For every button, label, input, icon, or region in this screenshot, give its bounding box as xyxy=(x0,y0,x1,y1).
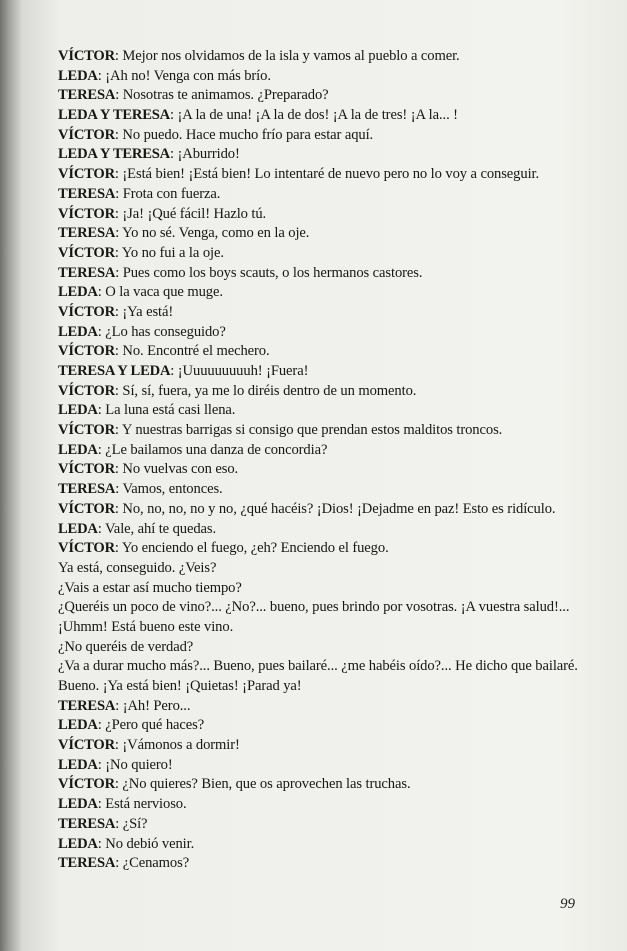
speaker-name: VÍCTOR xyxy=(58,540,115,557)
speech-text: : No. Encontré el mechero. xyxy=(114,343,270,360)
speech-text: : Vamos, entonces. xyxy=(115,481,223,498)
speaker-name: TERESA xyxy=(58,697,116,714)
speech-text: : ¡Aburrido! xyxy=(170,146,240,163)
speaker-name: VÍCTOR xyxy=(58,461,115,478)
dialogue-line xyxy=(58,145,598,165)
speech-text: : Pues como los boys scauts, o los hermanos castores. xyxy=(115,264,423,281)
speech-text: : La luna está casi llena. xyxy=(97,402,236,419)
speaker-name: LEDA xyxy=(58,796,98,813)
dialogue-line xyxy=(58,165,598,185)
speaker-name: VÍCTOR xyxy=(58,166,115,183)
speech-text: : Vale, ahí te quedas. xyxy=(97,520,217,537)
dialogue-line xyxy=(58,638,598,658)
speech-text: : ¿Le bailamos una danza de concordia? xyxy=(97,441,328,458)
speaker-name: LEDA xyxy=(58,402,98,419)
speaker-name: VÍCTOR xyxy=(58,382,115,399)
dialogue-line xyxy=(58,697,598,717)
speech-text: : ¡Ya está! xyxy=(114,303,174,320)
dialogue-line xyxy=(58,185,598,205)
dialogue-line xyxy=(58,106,598,126)
speech-text: : No debió venir. xyxy=(97,835,195,852)
speech-text: : ¡Ah! Pero... xyxy=(115,697,191,714)
dialogue-line xyxy=(58,854,598,874)
speaker-name: TERESA xyxy=(58,481,116,498)
speaker-name: LEDA Y TERESA xyxy=(58,146,171,163)
speech-text: : Yo no sé. Venga, como en la oje. xyxy=(115,225,310,242)
dialogue-line xyxy=(58,224,598,244)
speech-text: : Yo enciendo el fuego, ¿eh? Enciendo el fuego. xyxy=(114,540,389,557)
speaker-name: VÍCTOR xyxy=(58,343,115,360)
dialogue-line xyxy=(58,775,598,795)
dialogue-line xyxy=(58,815,598,835)
dialogue-line xyxy=(58,441,598,461)
speech-text: : ¡Uuuuuuuuuh! ¡Fuera! xyxy=(170,363,309,379)
dialogue-line xyxy=(58,86,598,106)
speaker-name: VÍCTOR xyxy=(58,126,115,143)
speaker-name: LEDA xyxy=(58,835,98,852)
speech-text: : Nosotras te animamos. ¿Preparado? xyxy=(115,87,329,104)
dialogue-line xyxy=(58,67,598,87)
dialogue-line xyxy=(58,835,598,855)
speech-text: : ¡Ja! ¡Qué fácil! Hazlo tú. xyxy=(114,205,267,222)
dialogue-line xyxy=(58,382,598,402)
dialogue-line xyxy=(58,244,598,264)
speaker-name: VÍCTOR xyxy=(58,303,115,320)
speech-text: : ¿Sí? xyxy=(115,815,148,832)
speech-text: ¡Uhmm! Está bueno este vino. xyxy=(58,618,234,635)
dialogue-line xyxy=(58,460,598,480)
speaker-name: TERESA xyxy=(58,855,116,872)
dialogue-line xyxy=(58,500,598,520)
speaker-name: TERESA xyxy=(58,87,116,104)
speech-text: : Yo no fui a la oje. xyxy=(114,244,224,261)
speech-text: : Y nuestras barrigas si consigo que prendan estos malditos troncos. xyxy=(114,422,503,439)
speech-text: : O la vaca que muge. xyxy=(97,284,223,301)
speaker-name: VÍCTOR xyxy=(58,737,115,754)
dialogue-line xyxy=(58,657,598,677)
dialogue-line xyxy=(58,716,598,736)
dialogue-line xyxy=(58,421,598,441)
speaker-name: TERESA xyxy=(58,815,116,832)
dialogue-line xyxy=(58,559,598,579)
speaker-name: LEDA xyxy=(58,323,98,340)
dialogue-line xyxy=(58,47,598,67)
speech-text: ¿Vais a estar así mucho tiempo? xyxy=(58,579,242,596)
dialogue-line xyxy=(58,362,598,382)
dialogue-line xyxy=(58,677,598,697)
dialogue-line xyxy=(58,283,598,303)
speech-text: : ¿No quieres? Bien, que os aprovechen las truchas. xyxy=(114,776,411,793)
speech-text: ¿No queréis de verdad? xyxy=(58,638,194,655)
speaker-name: VÍCTOR xyxy=(58,205,115,222)
dialogue-line xyxy=(58,520,598,540)
dialogue-line xyxy=(58,205,598,225)
speech-text: : ¡No quiero! xyxy=(97,756,173,773)
dialogue-line xyxy=(58,598,598,618)
dialogue-line xyxy=(58,795,598,815)
speaker-name: LEDA xyxy=(58,67,98,84)
speaker-name: VÍCTOR xyxy=(58,48,115,64)
dialogue-line xyxy=(58,264,598,284)
speech-text: Bueno. ¡Ya está bien! ¡Quietas! ¡Parad ya! xyxy=(58,678,302,694)
speech-text: : No vuelvas con eso. xyxy=(114,461,239,478)
dialogue-line xyxy=(58,303,598,323)
speech-text: : Frota con fuerza. xyxy=(115,185,221,202)
speaker-name: TERESA xyxy=(58,185,116,202)
speaker-name: VÍCTOR xyxy=(58,500,115,517)
speaker-name: LEDA Y TERESA xyxy=(58,107,171,124)
speech-text: : ¿Cenamos? xyxy=(115,855,190,872)
speaker-name: LEDA xyxy=(58,756,98,773)
speech-text: : ¡A la de una! ¡A la de dos! ¡A la de tres! ¡A la... ! xyxy=(170,107,458,124)
speech-text: : ¡Vámonos a dormir! xyxy=(114,737,240,754)
speaker-name: TERESA xyxy=(58,264,116,281)
speaker-name: VÍCTOR xyxy=(58,776,115,793)
page-number: 99 xyxy=(560,896,575,912)
dialogue-line xyxy=(58,736,598,756)
speech-text: : ¿Pero qué haces? xyxy=(97,717,205,734)
dialogue-line xyxy=(58,480,598,500)
speech-text: : ¿Lo has conseguido? xyxy=(97,323,226,340)
dialogue-line xyxy=(58,618,598,638)
speech-text: : ¡Está bien! ¡Está bien! Lo intentaré de nuevo pero no lo voy a conseguir. xyxy=(114,166,540,183)
speech-text: ¿Va a durar mucho más?... Bueno, pues bailaré... ¿me habéis oído?... He dicho que bailaré. xyxy=(58,658,578,675)
dialogue-lines xyxy=(58,47,598,874)
speech-text: : No, no, no, no y no, ¿qué hacéis? ¡Dios! ¡Dejadme en paz! Esto es ridículo. xyxy=(114,500,556,517)
dialogue-line xyxy=(58,323,598,343)
dialogue-line xyxy=(58,126,598,146)
speech-text: Ya está, conseguido. ¿Veis? xyxy=(58,559,217,576)
speaker-name: VÍCTOR xyxy=(58,422,115,439)
speaker-name: LEDA xyxy=(58,441,98,458)
speaker-name: TERESA Y LEDA xyxy=(58,363,171,379)
speech-text: : Mejor nos olvidamos de la isla y vamos al pueblo a comer. xyxy=(114,48,460,64)
dialogue-line xyxy=(58,579,598,599)
dialogue-line xyxy=(58,401,598,421)
speaker-name: TERESA xyxy=(58,225,116,242)
speech-text: : ¡Ah no! Venga con más brío. xyxy=(97,67,271,84)
speaker-name: VÍCTOR xyxy=(58,244,115,261)
dialogue-line xyxy=(58,342,598,362)
dialogue-line xyxy=(58,539,598,559)
speech-text: : No puedo. Hace mucho frío para estar aquí. xyxy=(114,126,374,143)
speaker-name: LEDA xyxy=(58,284,98,301)
speech-text: : Sí, sí, fuera, ya me lo diréis dentro de un momento. xyxy=(114,382,417,399)
dialogue-line xyxy=(58,756,598,776)
speaker-name: LEDA xyxy=(58,717,98,734)
speaker-name: LEDA xyxy=(58,520,98,537)
speech-text: ¿Queréis un poco de vino?... ¿No?... bueno, pues brindo por vosotras. ¡A vuestra salud!... xyxy=(58,599,570,616)
speech-text: : Está nervioso. xyxy=(97,796,187,813)
